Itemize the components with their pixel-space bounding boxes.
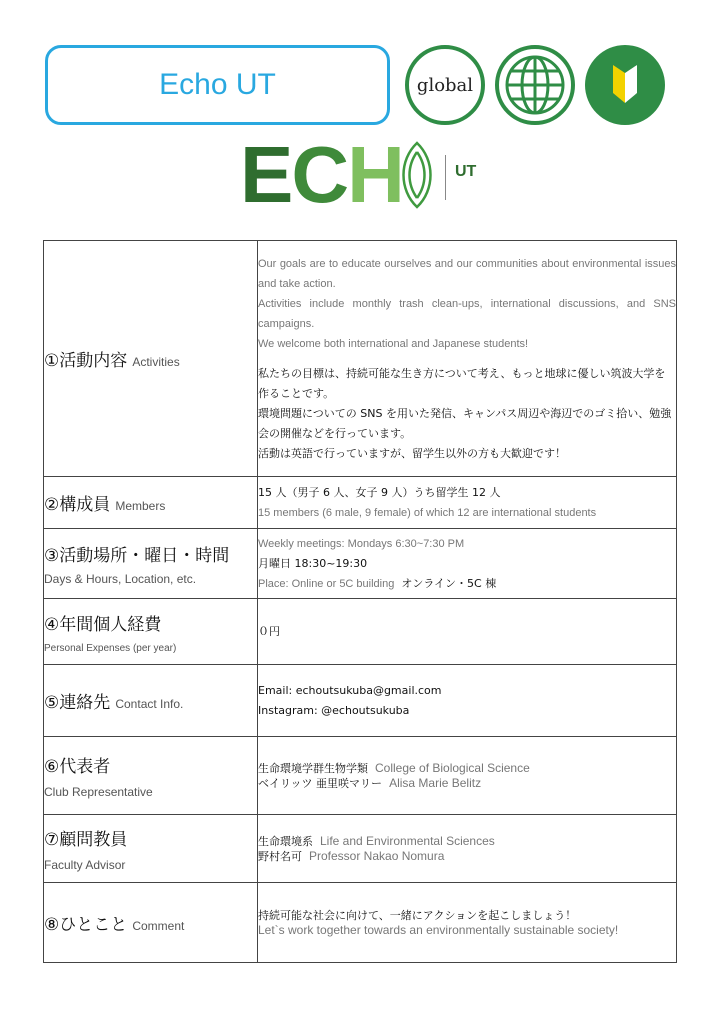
members-jp: 15 人（男子 6 人、女子 9 人）うち留学生 12 人 <box>258 485 501 499</box>
activities-en-3: We welcome both international and Japanese students! <box>258 337 529 350</box>
schedule-en: Weekly meetings: Mondays 6:30~7:30 PM <box>258 537 465 550</box>
leaf-o-icon <box>395 140 440 210</box>
row-label-en: Activities <box>132 355 180 369</box>
rep-name-en: Alisa Marie Belitz <box>389 775 482 790</box>
row-label-jp: ⑦顧問教員 <box>44 830 128 850</box>
logo-letter-c: C <box>291 130 348 219</box>
advisor-name-en: Professor Nakao Nomura <box>309 848 445 863</box>
row-label-jp: ④年間個人経費 <box>44 614 162 635</box>
logo-letter-e: E <box>240 130 292 219</box>
contact-instagram: Instagram: @echoutsukuba <box>258 703 410 717</box>
row-label-jp: ⑥代表者 <box>44 757 111 777</box>
row-label-jp: ①活動内容 <box>44 351 128 371</box>
row-label-en: Faculty Advisor <box>44 858 126 872</box>
members-en: 15 members (6 male, 9 female) of which 12 are international students <box>258 506 597 519</box>
table-row <box>44 529 677 599</box>
advisor-name-jp: 野村名可 <box>258 849 302 863</box>
activities-jp-2: 環境問題についての SNS を用いた発信、キャンパス周辺や海辺でのゴミ拾い、勉強会の開催などを行っています。 <box>258 406 672 440</box>
echo-ut-logo <box>240 130 490 219</box>
activities-jp-3: 活動は英語で行っていますが、留学生以外の方も大歓迎です！ <box>258 446 566 460</box>
page-title: Echo UT <box>159 68 276 101</box>
comment-jp: 持続可能な社会に向けて、一緒にアクションを起こしましょう！ <box>258 908 577 922</box>
advisor-dept-en: Life and Environmental Sciences <box>320 833 495 848</box>
row-label-en: Contact Info. <box>115 697 184 711</box>
row-label-en: Days & Hours, Location, etc. <box>44 572 197 586</box>
logo-suffix: UT <box>455 163 477 180</box>
comment-en: Let`s work together towards an environmentally sustainable society! <box>258 922 619 937</box>
row-label-en: Personal Expenses (per year) <box>44 642 177 654</box>
globe-icon <box>495 45 575 125</box>
table-row <box>44 737 677 815</box>
row-label-jp: ③活動場所・曜日・時間 <box>44 546 230 566</box>
activities-jp-1: 私たちの目標は、持続可能な生き方について考え、もっと地球に優しい筑波大学を作ることです。 <box>258 366 666 400</box>
table-row <box>44 241 677 477</box>
info-table <box>43 240 677 963</box>
place-en: Place: Online or 5C building <box>258 577 395 590</box>
contact-email: Email: echoutsukuba@gmail.com <box>258 683 442 697</box>
global-badge-text: global <box>416 74 474 96</box>
advisor-dept-jp: 生命環境系 <box>258 834 313 848</box>
table-row <box>44 477 677 529</box>
logo-divider <box>445 155 446 200</box>
row-label-en: Comment <box>132 919 185 933</box>
title-box <box>45 45 390 125</box>
global-badge <box>405 45 485 125</box>
row-label-en: Members <box>115 499 166 513</box>
table-row <box>44 883 677 963</box>
rep-college-en: College of Biological Science <box>375 760 530 775</box>
activities-en-2: Activities include monthly trash clean-ups, international discussions, and SNS campaigns. <box>258 297 676 330</box>
row-label-jp: ⑤連絡先 <box>44 693 111 713</box>
rep-name-jp: ベイリッツ 亜里咲マリー <box>258 776 383 790</box>
row-label-jp: ②構成員 <box>44 495 111 515</box>
table-row <box>44 665 677 737</box>
activities-en-1: Our goals are to educate ourselves and our communities about environmental issues and take action. <box>258 257 676 290</box>
row-label-jp: ⑧ひとこと <box>44 915 128 935</box>
row-label-en: Club Representative <box>44 785 153 799</box>
table-row <box>44 815 677 883</box>
rep-college-jp: 生命環境学群生物学類 <box>258 761 368 775</box>
table-row <box>44 599 677 665</box>
place-jp: オンライン・5C 棟 <box>401 576 497 590</box>
beginner-mark-icon <box>585 45 665 125</box>
expenses-value: ０円 <box>258 624 280 638</box>
schedule-jp: 月曜日 18:30~19:30 <box>258 556 368 570</box>
logo-letter-h: H <box>347 130 403 219</box>
